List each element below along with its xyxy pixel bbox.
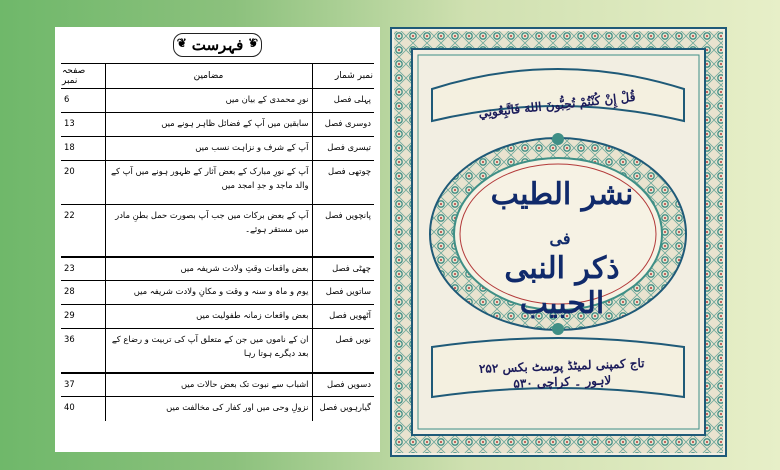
row-chapter: چھٹی فصل [312, 257, 374, 281]
table-row [61, 281, 374, 305]
table-row [61, 373, 374, 397]
table-row [61, 113, 374, 137]
row-subject: اشباب سے نبوت تک بعض حالات میں [105, 373, 312, 397]
row-page: 22 [61, 205, 105, 257]
row-chapter: چوتھی فصل [312, 161, 374, 205]
row-chapter: تیسری فصل [312, 137, 374, 161]
index-page [55, 27, 380, 452]
row-page: 23 [61, 257, 105, 281]
index-title-wrap [61, 33, 374, 63]
row-page: 13 [61, 113, 105, 137]
row-chapter: نویں فصل [312, 329, 374, 373]
row-page: 18 [61, 137, 105, 161]
row-page: 37 [61, 373, 105, 397]
row-subject: آپ کے نورِ مبارک کے بعض آثار کے ظہور ہونے میں آپ کے والد ماجد و جدِ امجد میں [105, 161, 312, 205]
index-table [61, 63, 374, 421]
row-subject: آپ کے بعض برکات میں جب آپ بصورت حمل بطنِ مادر میں مستقر ہوئے۔ [105, 205, 312, 257]
row-page: 20 [61, 161, 105, 205]
row-chapter: آٹھویں فصل [312, 305, 374, 329]
cover-title-line2: ذکر النبی الحبیب [504, 251, 620, 321]
table-row [61, 257, 374, 281]
row-subject: نورِ محمدی کے بیان میں [105, 89, 312, 113]
table-row [61, 329, 374, 373]
publisher-line2: لاہور ۔ کراچی ۵۳۰ [513, 373, 612, 391]
table-row [61, 161, 374, 205]
row-subject: بعض واقعات وقتِ ولادت شریفہ میں [105, 257, 312, 281]
table-row [61, 137, 374, 161]
header-chapter: نمبر شمار [312, 64, 374, 89]
header-subject: مضامین [105, 64, 312, 89]
cover-conjunction: فی [549, 229, 571, 248]
row-subject: آپ کے شرف و نزاہت نسب میں [105, 137, 312, 161]
index-title: ❦ فہرست ❦ [173, 33, 263, 57]
table-row [61, 89, 374, 113]
row-chapter: دسویں فصل [312, 373, 374, 397]
row-chapter: دوسری فصل [312, 113, 374, 137]
row-page: 40 [61, 397, 105, 421]
header-page: صفحہ نمبر [61, 64, 105, 89]
table-row [61, 397, 374, 421]
table-row [61, 305, 374, 329]
row-chapter: گیارہویں فصل [312, 397, 374, 421]
cover-top-text: قُلْ إِنْ كُنْتُمْ تُحِبُّونَ اللهَ فَاتَّبِعُونِي [477, 89, 637, 121]
row-page: 29 [61, 305, 105, 329]
cover-title-line1: نشر الطیب [490, 177, 634, 212]
row-subject: نزولِ وحی میں اور کفار کی مخالفت میں [166, 402, 309, 412]
row-page: 6 [61, 89, 105, 113]
book-cover [390, 27, 727, 457]
index-header-row [61, 64, 374, 89]
table-row [61, 205, 374, 257]
row-chapter: پہلی فصل [312, 89, 374, 113]
row-chapter: ساتویں فصل [312, 281, 374, 305]
row-subject: بعض واقعات زمانہ طفولیت میں [105, 305, 312, 329]
publisher-line1: تاج کمپنی لمیٹڈ پوسٹ بکس ۲۵۲ [478, 356, 645, 376]
row-page: 36 [61, 329, 105, 373]
row-chapter: پانچویں فصل [312, 205, 374, 257]
row-page: 28 [61, 281, 105, 305]
row-subject: ان کے ناموں میں جن کے متعلق آپ کی تربیت و رضاع کے بعد دیگرے ہوتا رہا [105, 329, 312, 373]
row-subject: سابقین میں آپ کے فضائل ظاہر ہونے میں [105, 113, 312, 137]
row-subject: یوم و ماہ و سنہ و وقت و مکانِ ولادت شریفہ میں [105, 281, 312, 305]
